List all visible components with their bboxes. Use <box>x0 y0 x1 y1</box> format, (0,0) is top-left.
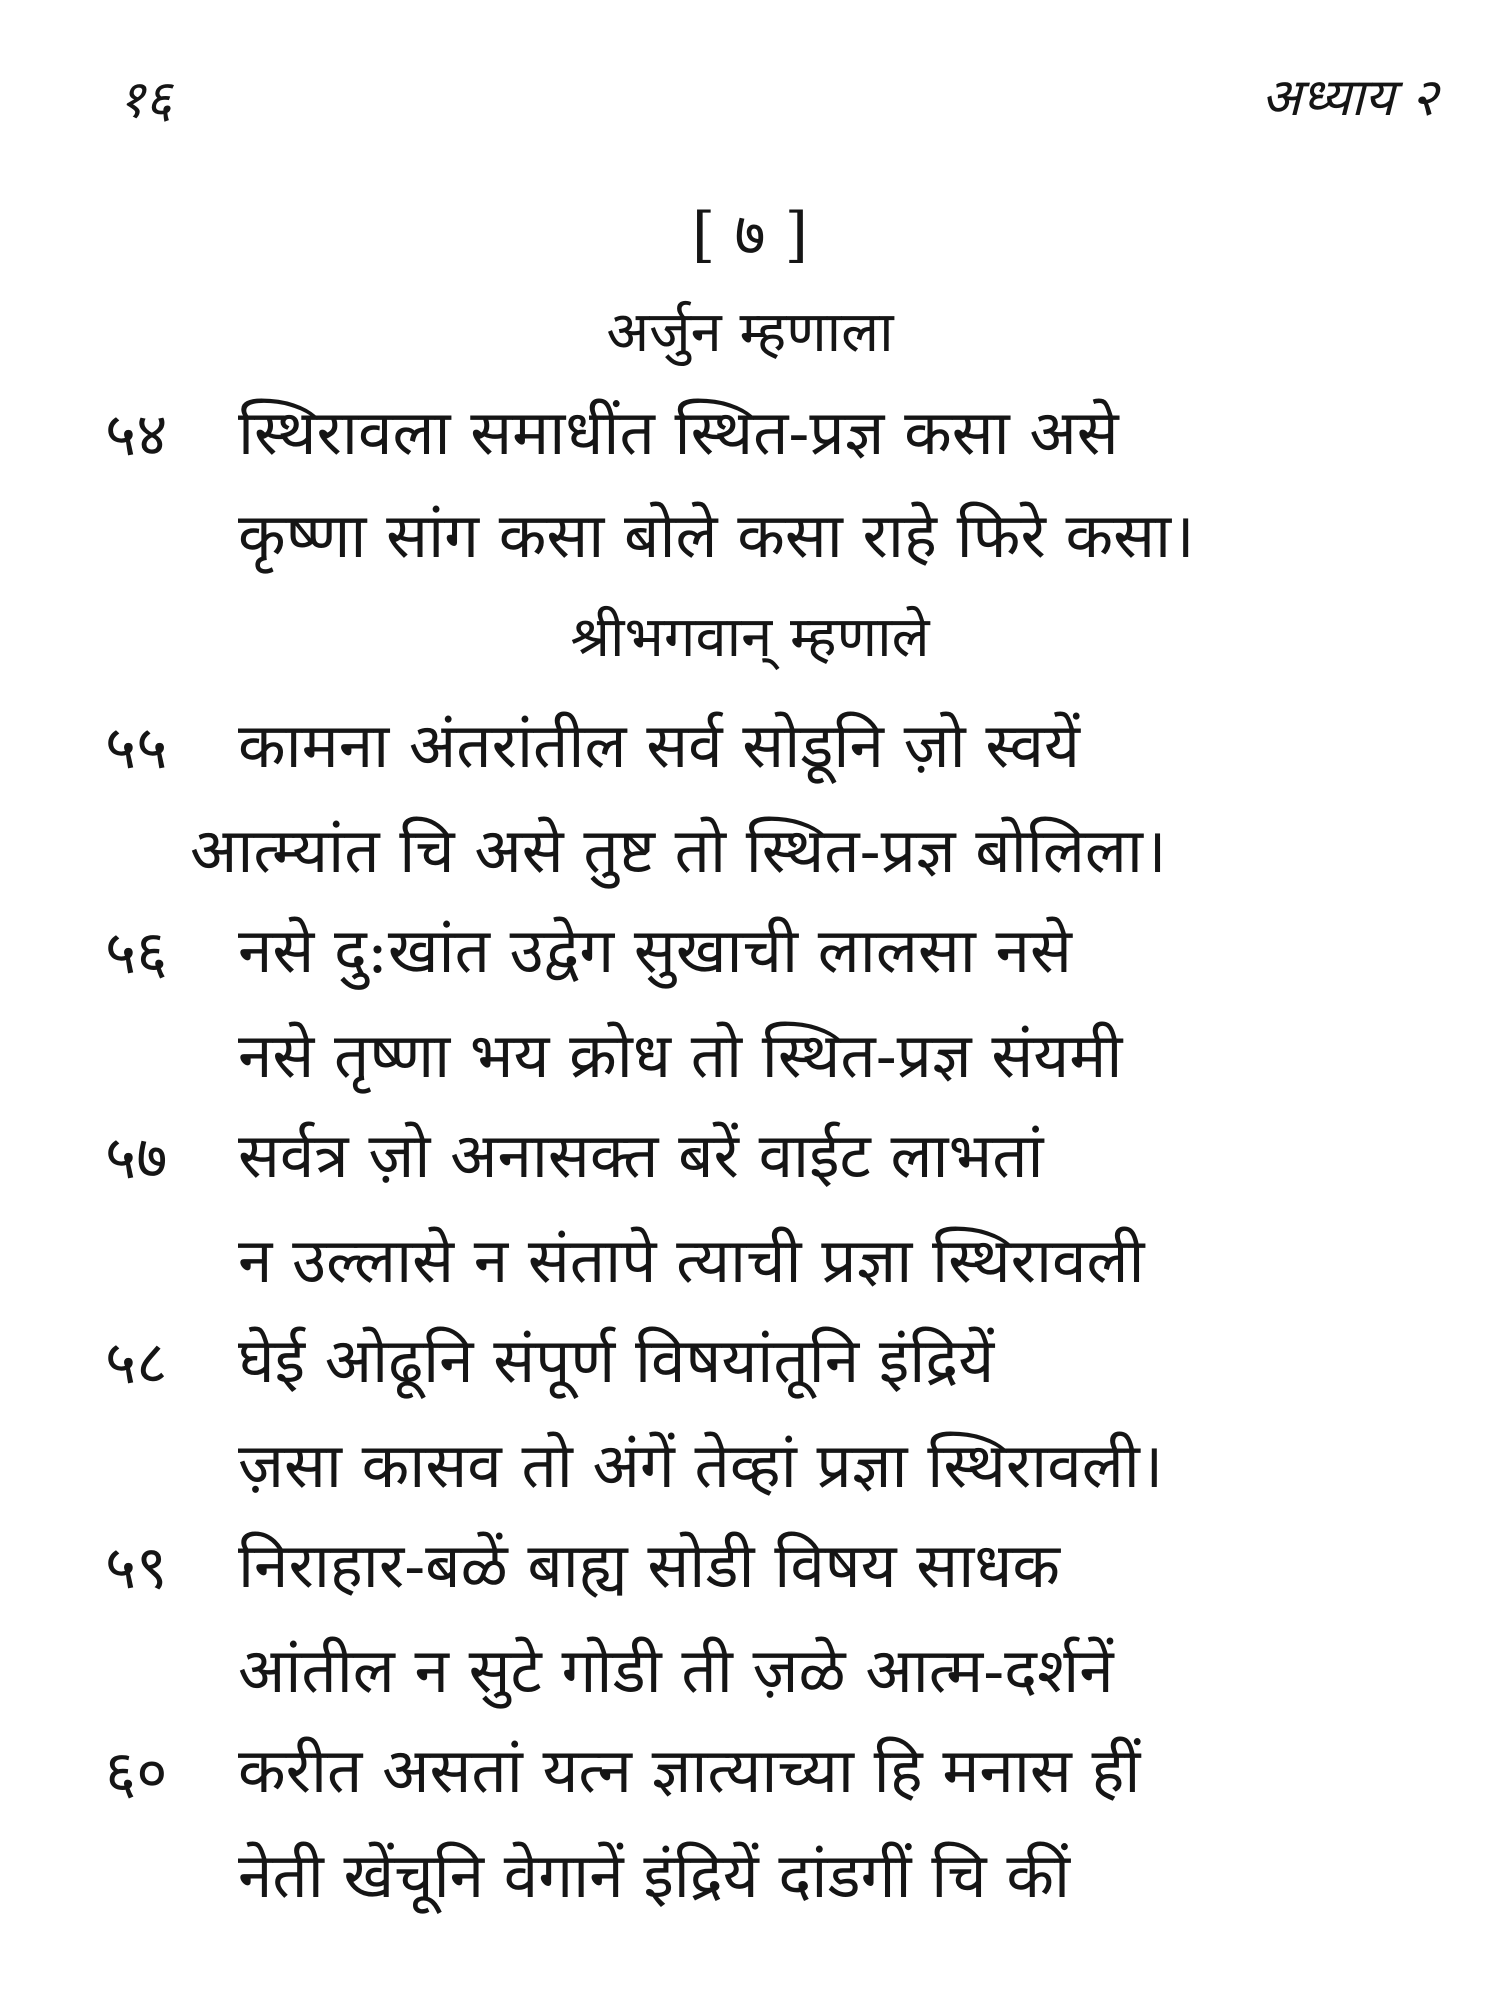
verse-line: आंतील न सुटे गोडी ती ज़ळे आत्म-दर्शनें <box>238 1634 1114 1707</box>
verse-number: ५७ <box>105 1123 168 1193</box>
chapter-title: अध्याय २ <box>1261 68 1438 128</box>
verse-line: न उल्लासे न संतापे त्याची प्रज्ञा स्थिरावली <box>238 1224 1145 1297</box>
verse-line: स्थिरावला समाधींत स्थित-प्रज्ञ कसा असे <box>238 396 1119 469</box>
verse-number: ५८ <box>105 1328 168 1398</box>
verse-line: नसे तृष्णा भय क्रोध तो स्थित-प्रज्ञ संयमी <box>238 1019 1123 1092</box>
verse-number: ५६ <box>105 918 168 988</box>
verse-line: कृष्णा सांग कसा बोले कसा राहे फिरे कसा। <box>238 499 1195 572</box>
speaker-bhagwan: श्रीभगवान् म्हणाले <box>570 605 930 670</box>
verse-line: कामना अंतरांतील सर्व सोडूनि ज़ो स्वयें <box>238 709 1080 782</box>
verse-number: ५९ <box>105 1533 168 1603</box>
verse-number: ५४ <box>105 400 168 470</box>
verse-line: नेती खेंचूनि वेगानें इंद्रियें दांडगीं चि कीं <box>238 1839 1071 1912</box>
verse-number: ६० <box>105 1738 168 1808</box>
speaker-arjun: अर्जुन म्हणाला <box>606 300 894 365</box>
verse-line: ज़सा कासव तो अंगें तेव्हां प्रज्ञा स्थिरावली। <box>238 1429 1164 1502</box>
section-number: [ ७ ] <box>691 200 809 270</box>
verse-number: ५५ <box>105 713 168 783</box>
verse-line: करीत असतां यत्न ज्ञात्याच्या हि मनास हीं <box>238 1734 1141 1807</box>
verse-line: नसे दु:खांत उद्वेग सुखाची लालसा नसे <box>238 914 1072 987</box>
verse-line: सर्वत्र ज़ो अनासक्त बरें वाईट लाभतां <box>238 1119 1044 1192</box>
verse-line: आत्म्यांत चि असे तुष्ट तो स्थित-प्रज्ञ बोलिला। <box>190 814 1167 887</box>
verse-line: घेई ओढूनि संपूर्ण विषयांतूनि इंद्रियें <box>238 1324 995 1397</box>
page-number: १६ <box>118 70 173 130</box>
verse-line: निराहार-बळें बाह्य सोडी विषय साधक <box>238 1529 1061 1602</box>
